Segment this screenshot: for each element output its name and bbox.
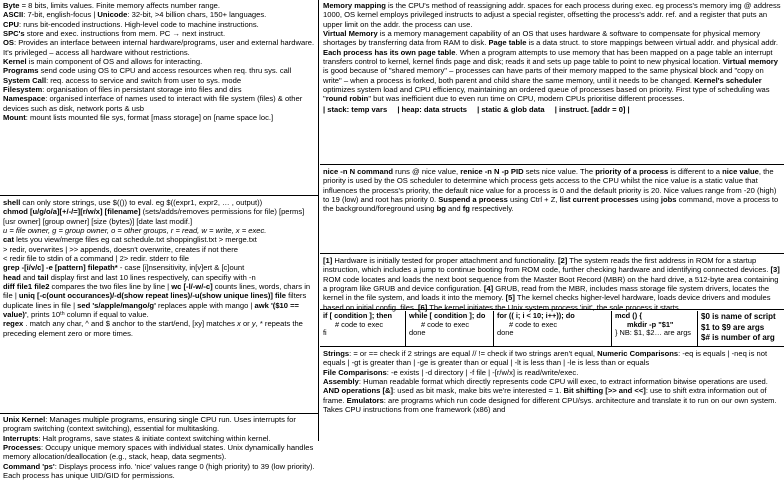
note-paragraph — [3, 245, 315, 254]
note-text: The kernel checks higher-level hardware, loads device drivers and modules based on initial config. files. — [323, 293, 771, 312]
note-text: respectively. — [469, 204, 514, 214]
note-text: is the CPU's method of reassigning addr. spaces for each process during exec. eg process's memory img @ address 1000, OS kernel employs privileged instructs to adjust a special register, offsetting the process's addr. ref. and a register that puts an upper limit on the addr. the process can use. — [323, 1, 781, 29]
note-paragraph — [3, 198, 315, 207]
term: Interrupts — [3, 433, 39, 443]
while-cell — [406, 311, 494, 347]
term: CPU — [3, 19, 20, 29]
note-text: , prints 10ᵗʰ column if equal to value. — [26, 310, 149, 320]
note-paragraph — [3, 85, 315, 94]
term: [1] — [323, 256, 333, 265]
note-paragraph — [3, 94, 315, 113]
term: Byte — [3, 1, 20, 10]
term: regex — [3, 319, 24, 329]
term: Mount — [3, 113, 26, 123]
memory-text — [323, 1, 781, 104]
term: Suspend a process — [438, 195, 508, 205]
term: Virtual memory — [722, 57, 778, 67]
term: File Comparisons — [323, 367, 387, 377]
note-text: optimizes system load and CPU efficiency, maintaining an ordered queue of processes based on priority. First type of scheduling was " — [323, 85, 770, 104]
while-line-2: done — [409, 328, 426, 337]
term: Emulators — [346, 395, 384, 405]
note-text: The system reads the first address in ROM for a startup instruction, which includes a jump to continue booting from ROM code, further checking hardware and identifying connected devices. — [323, 256, 771, 275]
note-paragraph — [3, 263, 315, 272]
memory-layout-bar — [323, 105, 781, 114]
note-paragraph — [3, 226, 315, 235]
while-line-1: # code to exec — [421, 319, 470, 329]
note-text: , the priority is used by the OS scheduler to determine which process gets access to the CPU whilst the nice value is a static value that influences the process's priority, the default nice value for a process is 0 and the default priority is 20. Nice values range from -20 (high) to 19 (low) and root has priority 0. — [323, 167, 777, 205]
term: SPC's — [3, 29, 25, 39]
right-column — [320, 0, 784, 441]
note-text: runs @ nice value, — [393, 167, 461, 176]
note-paragraph — [323, 256, 781, 312]
if-line-1: # code to exec — [335, 319, 384, 329]
script-var-0: $0 is name of script — [701, 312, 776, 321]
term: Unicode — [97, 10, 128, 20]
note-text: < redir file to stdin of a command | 2> redir. stderr to file — [3, 254, 189, 264]
note-text: ROM code locates and loads the next boot sequence from the Master Boot Record (MBR) on the hard drive, a 512-byte area containing a program like GRUB and device configuration. — [323, 274, 779, 294]
unix-kernel-section — [0, 413, 318, 480]
note-text: is good because of "shared memory" – processes can have parts of their memory mapped to the same physical block and "copy on write" – when a process is forked, both parent and child share the same memory, until it needs to be changed. — [323, 66, 764, 85]
term: Command 'ps' — [3, 461, 55, 471]
term: jobs — [660, 195, 677, 205]
note-paragraph — [323, 377, 781, 414]
memory-bar-static: | static & glob data — [477, 104, 545, 114]
note-text: (sets/adds/removes permissions for file) [perms] [usr owner] [group owner] [size (bytes)] [date last modif.] — [3, 207, 305, 226]
note-text: : Human readable format which directly represents code CPU will exec, to extract information bitwise operations are used. — [358, 377, 768, 387]
note-paragraph — [3, 29, 315, 38]
if-head: if [ condition ]; then — [323, 311, 392, 320]
note-text: : organisation of files in persistant storage into files and dirs — [42, 85, 242, 95]
note-paragraph — [3, 38, 315, 57]
term: [6] — [417, 302, 428, 312]
note-paragraph — [3, 113, 315, 122]
for-head: for (( i; i < 10; i++)); do — [497, 311, 575, 320]
note-text: GRUB, read from the MBR, includes mass storage file system drivers, locates the kernel in the file system, and loads it into the memory. — [323, 284, 770, 303]
note-text: using — [638, 195, 661, 205]
term: grep -[i/v/c] -e [pattern] filepath* — [3, 263, 118, 273]
term: wc [-l/-w/-c] — [171, 282, 213, 292]
term: priority of a process — [595, 167, 669, 176]
note-text: is a memory management capability of an OS that uses hardware & software to compensate for physical memory shortages by transferring data from RAM to disk. — [323, 29, 761, 48]
note-text: using Ctrl + Z, — [507, 195, 560, 205]
term: [4] — [483, 284, 494, 294]
note-text: : Manages multiple programs, ensuring single CPU run. Uses interrupts for program switching (context switching), essential for multitasking. — [3, 415, 296, 434]
memory-section — [320, 0, 784, 165]
term: Page table — [488, 38, 527, 48]
note-paragraph — [3, 254, 315, 263]
note-text: > redir, overwrites | >> appends, doesn't overwrite, creates if not there — [3, 244, 238, 254]
term: file — [275, 291, 286, 301]
note-text: : use to shift extra information out of frame. — [323, 386, 767, 405]
term: Bit shifting [>> and <<] — [563, 386, 646, 396]
term: tail — [37, 272, 49, 282]
note-paragraph — [323, 29, 781, 104]
note-text: or — [240, 319, 252, 329]
term: round robin — [325, 94, 369, 104]
term: Processes — [3, 443, 41, 453]
for-line-2: done — [497, 328, 514, 337]
note-text: : runs bit-encoded instructions. High-level code to machine instructions. — [19, 19, 259, 29]
term: AND operations [&] — [323, 386, 394, 396]
script-vars-cell — [698, 311, 784, 347]
note-text: and — [445, 204, 463, 214]
note-paragraph — [323, 349, 781, 368]
note-text: : -e exists | -d directory | -f file | -[r/w/x] is read/write/exec. — [386, 367, 579, 377]
note-paragraph — [3, 319, 315, 338]
note-text: : are programs which run code designed for different CPU/sys. architecture and translate it to run on our own system. Takes CPU instructions from one framework (x86) and — [323, 395, 777, 415]
note-text: : Occupy unique memory spaces with individual states. Unix dynamically handles memory allocation/deallocation (e.g., stack, heap, data segments). — [3, 443, 314, 462]
term: Kernel's scheduler — [694, 75, 762, 85]
term: Programs — [3, 66, 39, 76]
note-paragraph — [3, 282, 315, 319]
note-paragraph — [3, 273, 315, 282]
note-text: compares the two files line by line | — [49, 282, 172, 292]
note-text: : 7-bit, english-focus | — [23, 10, 98, 20]
note-text: x — [237, 319, 241, 329]
control-structures — [320, 311, 784, 347]
term: [3] — [770, 265, 780, 275]
term: renice -n N -p PID — [460, 167, 524, 176]
script-var-1: $1 to $9 are args — [701, 322, 765, 332]
note-text: filters duplicate lines in file | — [3, 291, 307, 310]
note-text: = 8 bits, limits values. Finite memory affects number range. — [19, 1, 221, 10]
term: cat — [3, 235, 14, 245]
note-text: sets nice value. The — [523, 167, 596, 176]
note-paragraph — [3, 20, 315, 29]
function-cell — [612, 311, 698, 347]
term: Virtual Memory — [323, 29, 378, 39]
term: Assembly — [323, 377, 359, 387]
note-text: is different to a — [668, 167, 723, 176]
strings-assembly-section — [320, 348, 784, 441]
term: Namespace — [3, 94, 46, 104]
note-paragraph — [3, 76, 315, 85]
note-text: : used as bit mask, make bits we're interested = 1. — [393, 386, 564, 396]
note-text: store and exec. instructions from mem. PC → next instruct. — [24, 29, 226, 39]
term: uniq [-c(ount occurances)/-d(show repeat lines)/-u(show unique lines)] — [18, 291, 273, 301]
for-cell — [494, 311, 612, 347]
note-paragraph — [3, 443, 315, 462]
note-paragraph — [3, 462, 315, 480]
note-text: is main component of OS and allows for interacting. — [26, 57, 203, 67]
term: diff file1 file2 — [3, 282, 50, 292]
note-text: y — [251, 319, 256, 329]
note-paragraph — [3, 1, 315, 10]
note-text: : -eq is equals | -neq is not equals | -gt is greater than | -ge is greater than or equal | -lt is less than | -le is less than or equals — [323, 349, 768, 368]
term: awk '($10 == value)' — [3, 300, 299, 320]
note-paragraph — [3, 235, 315, 244]
memory-bar-stack: | stack: temp vars — [323, 104, 388, 114]
shell-section — [0, 197, 318, 442]
note-paragraph — [3, 66, 315, 75]
note-paragraph — [323, 368, 781, 377]
term: [5] — [505, 293, 515, 303]
note-text: - case [i]nsensitivity, in[v]ert & [c]ount — [117, 263, 245, 273]
note-text: . match any char, ^ and $ anchor to the start/end, [xy] matches — [23, 319, 238, 329]
note-text: counts lines, words, chars in file | — [3, 282, 311, 301]
note-text: : req. access to service and switch from user to sys. mode — [46, 75, 242, 85]
term: [2] — [557, 256, 568, 265]
note-text: " but was inefficient due to even run time on CPU, modern CPUs prioritise different processes. — [368, 94, 685, 104]
note-paragraph — [3, 57, 315, 66]
note-text: lets you view/merge files eg cat schedule.txt shoppinglist.txt > merge.txt — [13, 235, 257, 245]
term: Strings — [323, 349, 350, 358]
memory-bar-heap: | heap: data structs — [397, 104, 467, 114]
note-text: : mount lists mounted file sys, format [mass storage] on [name space loc.] — [25, 113, 274, 123]
note-text: Hardware is initially tested for proper attachment and functionality. — [332, 256, 558, 265]
note-paragraph — [3, 207, 315, 226]
term: System Call — [3, 75, 47, 85]
note-text: u = file owner, g = group owner, o = other groups, r = read, w = write, x = exec. — [3, 226, 267, 236]
function-head: mcd () { — [615, 311, 643, 320]
term: nice value — [722, 167, 759, 176]
term: Memory mapping — [323, 1, 386, 10]
term: Filesystem — [3, 85, 43, 95]
note-text: : Provides an interface between internal hardware/programs, user and external hardware. It's privileged – access all hardware without restrictions. — [3, 38, 315, 57]
term: list current processes — [559, 195, 639, 205]
note-text: The kernel initiates the Unix system process 'init', the sole process it starts — [427, 302, 679, 312]
shell-commands — [3, 198, 315, 338]
function-line-1: mkdir -p "$1" — [627, 319, 674, 329]
term: shell — [3, 198, 21, 207]
term: ASCII — [3, 10, 24, 20]
if-cell — [320, 311, 406, 347]
note-text: : = or == check if 2 strings are equal // != check if two strings aren't equal, — [349, 349, 598, 358]
boot-section — [320, 255, 784, 310]
note-text: can only store strings, use $(()) to eval. eg $((expr1, expr2, … , output)) — [20, 198, 263, 207]
term: OS — [3, 38, 14, 48]
left-column — [0, 0, 319, 480]
note-paragraph — [3, 415, 315, 434]
note-text: command, move a process to the background/foreground using — [323, 195, 779, 214]
note-text: replaces apple with mango | — [155, 300, 255, 310]
basics-section — [0, 0, 318, 196]
function-line-2: } NB: $1, $2… are args — [615, 328, 691, 337]
note-text: . When a program attempts to use memory that has been mapped on a page table an interrupt transfers control to kernel, kernel finds page and disk; reads it and sets up page table to point to new physical location. — [323, 47, 773, 67]
term: Kernel — [3, 57, 27, 67]
term: nice -n N command — [323, 167, 394, 176]
note-text: : organised interface of names used to interact with file system (files) & other devices such as disk, network ports & usb — [3, 94, 303, 113]
while-head: while [ condition ]; do — [409, 311, 486, 320]
term: head — [3, 272, 21, 282]
term: chmod [u/g/o/a][+/-/=][r/w/x] [filename] — [3, 207, 141, 217]
note-text: send code using OS to CPU and access resources when req. thru sys. call — [38, 66, 292, 76]
note-text: : 32-bit, >4 billion chars, 150+ languages. — [127, 10, 267, 20]
note-text: and — [20, 272, 38, 282]
term: sed 's/apple/mango/g' — [77, 300, 156, 310]
term: Each process has its own page table — [323, 47, 456, 57]
term: Unix Kernel — [3, 415, 46, 424]
nice-section — [320, 166, 784, 254]
term: Numeric Comparisons — [597, 349, 679, 358]
note-text: display first and last 10 lines respectively, can specifiy with -n — [48, 272, 256, 282]
term: fg — [462, 204, 470, 214]
for-line-1: # code to exec — [509, 319, 558, 329]
memory-bar-instruct: | instruct. [addr = 0] | — [554, 104, 630, 114]
if-line-2: fi — [323, 328, 327, 337]
script-var-2: $# is number of arg — [701, 333, 775, 342]
note-text: is a data struct. to store mappings between virtual addr. and physical addr. — [526, 38, 779, 48]
note-text: : Displays process info. 'nice' values range 0 (high priority) to 39 (low priority). Each process has unique UID/GID for permissions. — [3, 461, 315, 480]
note-paragraph — [3, 10, 315, 19]
note-paragraph — [323, 167, 781, 214]
note-text: : Halt programs, save states & initiate context switching within kernel. — [38, 433, 271, 443]
note-paragraph — [3, 434, 315, 443]
term: bg — [436, 204, 446, 214]
note-text: , * repeats the preceding element zero or more times. — [3, 319, 303, 338]
note-paragraph — [323, 1, 781, 29]
